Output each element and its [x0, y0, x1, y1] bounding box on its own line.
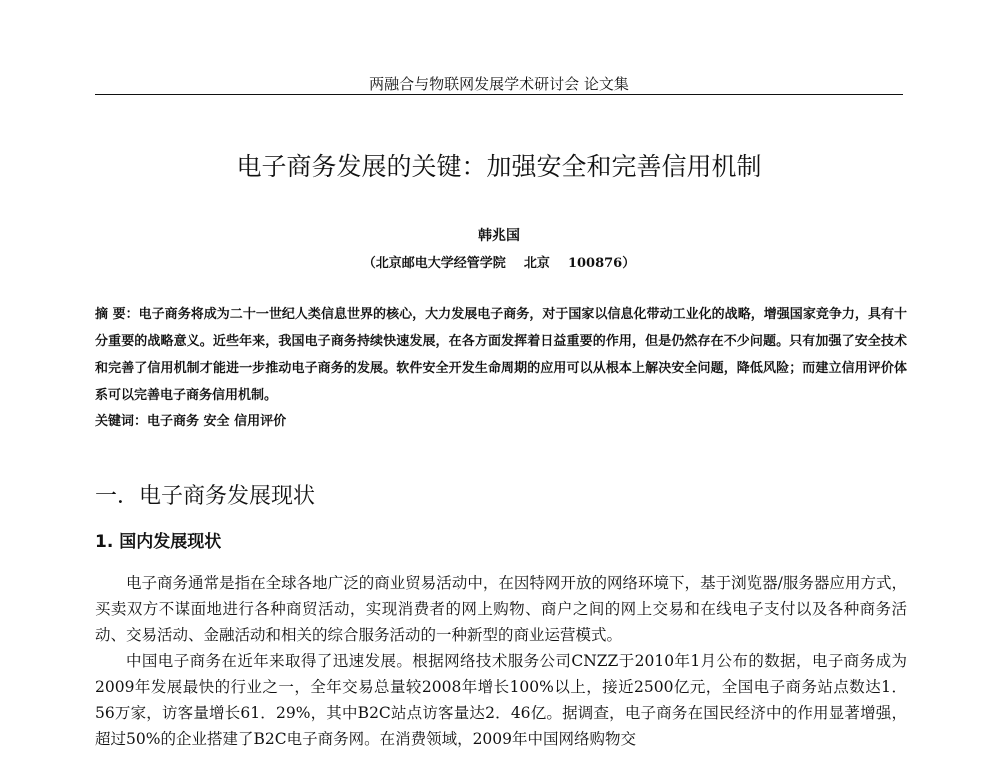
keywords-label: 关键词： [95, 414, 148, 429]
abstract-label: 摘 要： [95, 307, 139, 322]
keywords [95, 412, 907, 432]
keywords-text: 电子商务 安全 信用评价 [147, 414, 287, 429]
body-paragraph: 电子商务通常是指在全球各地广泛的商业贸易活动中，在因特网开放的网络环境下，基于浏览器/服务器应用方式，买卖双方不谋面地进行各种商贸活动，实现消费者的网上购物、商户之间的网上交易和在线电子支付以及各种商务活动、交易活动、金融活动和相关的综合服务活动的一种新型的商业运营模式。 [95, 574, 907, 644]
body-paragraph: 中国电子商务在近年来取得了迅速发展。根据网络技术服务公司CNZZ于2010年1月公布的数据，电子商务成为2009年发展最快的行业之一，全年交易总量较2008年增长100%以上，接近2500亿元，全国电子商务站点数达1．56万家，访客量增长61．29%，其中B2C站点访客量达2．46亿。据调查，电子商务在国民经济中的作用显著增强，超过50%的企业搭建了B2C电子商务网。在消费领域，2009年中国网络购物交 [95, 652, 907, 748]
section-heading: 一．电子商务发展现状 [95, 484, 316, 509]
abstract-text: 电子商务将成为二十一世纪人类信息世界的核心，大力发展电子商务，对于国家以信息化带动工业化的战略，增强国家竞争力，具有十分重要的战略意义。近些年来，我国电子商务持续快速发展，在各方面发挥着日益重要的作用，但是仍然存在不少问题。只有加强了安全技术和完善了信用机制才能进一步推动电子商务的发展。软件安全开发生命周期的应用可以从根本上解决安全问题，降低风险；而建立信用评价体系可以完善电子商务信用机制。 [95, 307, 907, 403]
header-rule [95, 94, 903, 95]
running-header: 两融合与物联网发展学术研讨会 论文集 [369, 75, 629, 93]
paper-title: 电子商务发展的关键：加强安全和完善信用机制 [236, 152, 762, 181]
author-name: 韩兆国 [478, 228, 520, 244]
author-affiliation: （北京邮电大学经管学院 北京 100876） [362, 256, 636, 271]
abstract [95, 301, 907, 409]
subsection-heading: 1. 国内发展现状 [95, 532, 222, 552]
